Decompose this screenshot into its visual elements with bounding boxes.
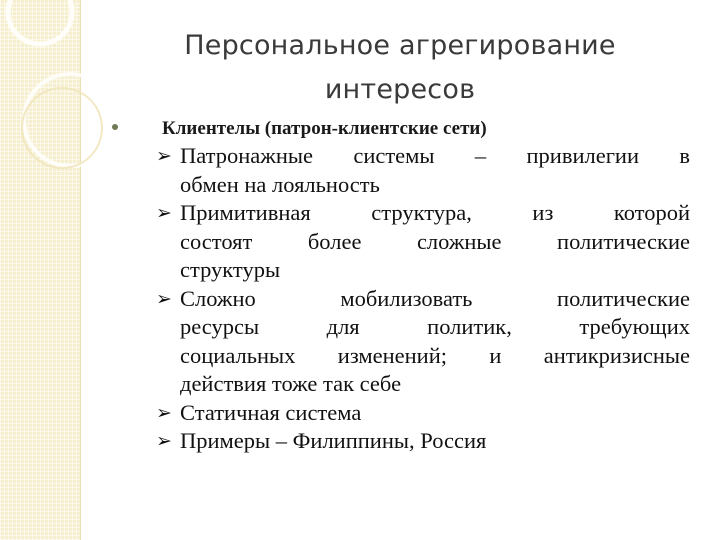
sub-point-item (156, 199, 690, 285)
sub-point-line: Патронажные системы – привилегии в (180, 143, 690, 168)
sub-point-item (156, 285, 690, 399)
arrow-bullet-icon: ➢ (156, 202, 172, 224)
round-bullet-icon (112, 124, 118, 130)
arrow-bullet-icon: ➢ (156, 401, 172, 424)
sub-point-line: обмен на лояльность (180, 171, 380, 197)
sub-point-item (156, 142, 690, 199)
sub-point-line: структуры (180, 257, 281, 282)
sub-point-line: действия тоже так себе (180, 371, 402, 396)
slide-title (130, 24, 670, 112)
sub-point-line: социальных изменений; и антикризисные (180, 342, 690, 368)
sub-point-list (156, 142, 690, 456)
sub-point-line: состоят более сложные политические (180, 228, 690, 254)
sub-point-line: Сложно мобилизовать политические (180, 285, 690, 311)
sub-point-item (156, 427, 690, 456)
sub-point-item (156, 399, 690, 428)
sub-point-line: ресурсы для политик, требующих (180, 314, 690, 339)
sub-point-line: Статичная система (180, 399, 362, 425)
slide-title-line-1: Персональное агрегирование (184, 30, 616, 61)
sub-point-line: Примитивная структура, из которой (180, 200, 690, 225)
arrow-bullet-icon: ➢ (156, 287, 172, 310)
slide-title-line-2: интересов (324, 74, 476, 105)
sub-point-line: Примеры – Филиппины, Россия (180, 428, 487, 453)
arrow-bullet-icon: ➢ (156, 430, 172, 452)
main-bullet-text: Клиентелы (патрон-клиентские сети) (162, 118, 487, 139)
arrow-bullet-icon: ➢ (156, 145, 172, 167)
